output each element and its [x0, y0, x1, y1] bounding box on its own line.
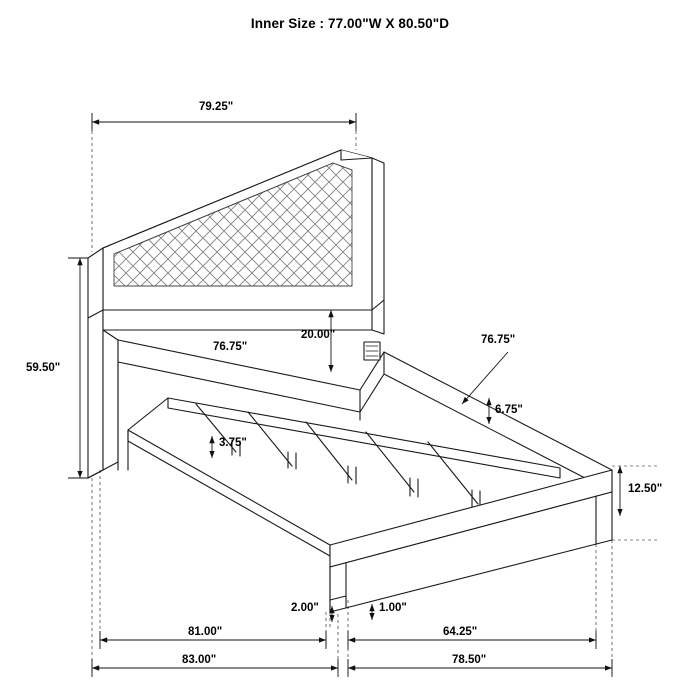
dimension-label-slat-support-length: 76.75" — [481, 334, 516, 346]
dimension-label-leg-clearance: 2.00" — [291, 602, 319, 614]
dimension-label-rail-drop: 6.75" — [495, 404, 523, 416]
dimension-label-side-rail-inner-length: 76.75" — [213, 341, 248, 353]
dimension-label-foot-offset: 1.00" — [379, 602, 407, 614]
dimension-label-headboard-width: 79.25" — [199, 101, 234, 113]
page-title: Inner Size : 77.00"W X 80.50"D — [250, 16, 450, 31]
dimension-label-footboard-height: 12.50" — [628, 483, 663, 495]
dimension-label-overall-length: 83.00" — [182, 654, 217, 666]
dimension-label-headboard-panel-height: 20.00" — [301, 329, 336, 341]
dimension-label-side-rail-length: 81.00" — [188, 626, 223, 638]
dimension-label-overall-width: 78.50" — [452, 654, 487, 666]
dimension-label-overall-height: 59.50" — [26, 362, 61, 374]
dimension-label-footboard-width: 64.25" — [443, 626, 478, 638]
dimension-label-slat-thickness: 3.75" — [219, 437, 247, 449]
